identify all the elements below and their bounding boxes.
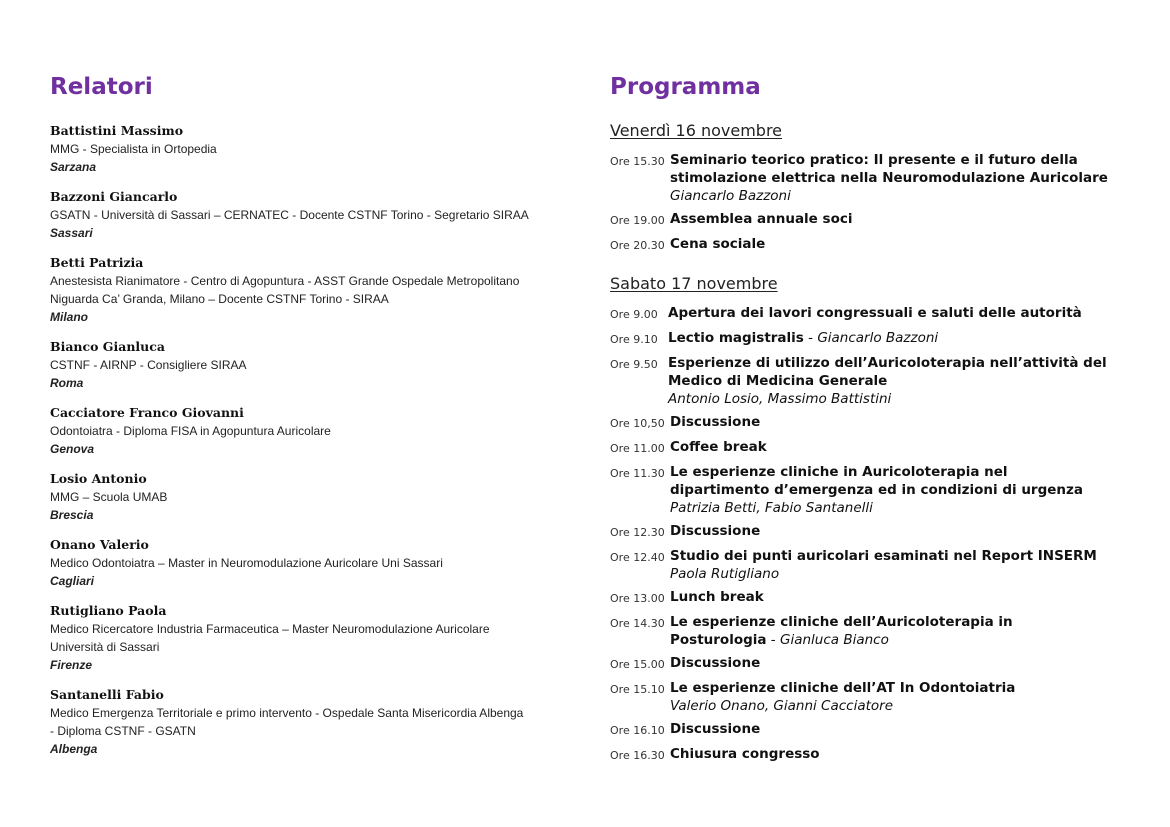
session-body xyxy=(670,522,1150,540)
session-title-line xyxy=(670,481,1150,499)
session-title-line xyxy=(668,354,1150,372)
session-speaker: Patrizia Betti, Fabio Santanelli xyxy=(670,500,873,516)
session-title-text: Coffee break xyxy=(670,439,767,455)
session-time: Ore 10,50 xyxy=(610,417,665,430)
session-time: Ore 9.00 xyxy=(610,308,658,321)
speaker-entry xyxy=(50,686,570,758)
speaker-affiliation: CSTNF - AIRNP - Consigliere SIRAA xyxy=(50,358,247,372)
session-body xyxy=(670,210,1150,228)
session-speaker: Gianluca Bianco xyxy=(779,632,889,648)
speaker-name: Santanelli Fabio xyxy=(50,687,164,702)
session-speaker: Giancarlo Bazzoni xyxy=(670,188,791,204)
session-body xyxy=(670,588,1150,606)
session-row xyxy=(610,679,1150,715)
speaker-city: Sassari xyxy=(50,226,93,240)
session-time: Ore 12.30 xyxy=(610,526,665,539)
session-title-line xyxy=(670,613,1150,631)
speaker-affiliation: Università di Sassari xyxy=(50,640,160,654)
session-body xyxy=(670,413,1150,431)
session-body xyxy=(668,304,1150,322)
session-title-text: Lectio magistralis xyxy=(668,330,804,346)
session-title-text: dipartimento d’emergenza ed in condizioni di urgenza xyxy=(670,482,1083,498)
session-time: Ore 15.30 xyxy=(610,155,665,168)
speaker-name: Rutigliano Paola xyxy=(50,603,167,618)
speaker-city: Genova xyxy=(50,442,95,456)
speaker-entry xyxy=(50,404,570,458)
speaker-affiliation: MMG – Scuola UMAB xyxy=(50,490,168,504)
session-title-text: Le esperienze cliniche dell’Auricoloterapia in xyxy=(670,614,1013,630)
speaker-name: Betti Patrizia xyxy=(50,255,144,270)
session-row xyxy=(610,438,1150,458)
speaker-affiliation: Odontoiatra - Diploma FISA in Agopuntura Auricolare xyxy=(50,424,331,438)
session-row xyxy=(610,613,1150,649)
session-list-friday xyxy=(610,151,1150,255)
session-title-text: Assemblea annuale soci xyxy=(670,211,853,227)
session-row xyxy=(610,151,1150,205)
session-body xyxy=(670,745,1150,763)
session-time: Ore 9.50 xyxy=(610,358,658,371)
session-row xyxy=(610,210,1150,230)
speaker-entry xyxy=(50,338,570,392)
session-title-text: Apertura dei lavori congressuali e saluti delle autorità xyxy=(668,305,1082,321)
session-row xyxy=(610,654,1150,674)
programma-heading: Programma xyxy=(610,74,761,100)
session-title-text: Le esperienze cliniche in Auricoloterapia nel xyxy=(670,464,1008,480)
session-body xyxy=(668,354,1150,408)
session-title-line xyxy=(668,304,1150,322)
speaker-city: Albenga xyxy=(50,742,98,756)
session-row xyxy=(610,463,1150,517)
session-body xyxy=(670,613,1150,649)
session-row xyxy=(610,522,1150,542)
session-title-line xyxy=(670,438,1150,456)
session-body xyxy=(670,438,1150,456)
session-time: Ore 15.00 xyxy=(610,658,665,671)
session-time: Ore 11.00 xyxy=(610,442,665,455)
session-title-line xyxy=(670,210,1150,228)
session-title-line xyxy=(670,522,1150,540)
relatori-heading: Relatori xyxy=(50,74,153,100)
relatori-column xyxy=(50,72,570,770)
session-title-text: Posturologia xyxy=(670,632,767,648)
session-title-text: Le esperienze cliniche dell’AT In Odontoiatria xyxy=(670,680,1016,696)
session-title-text: Chiusura congresso xyxy=(670,746,820,762)
session-title-line xyxy=(670,720,1150,738)
session-time: Ore 13.00 xyxy=(610,592,665,605)
session-title-text: Esperienze di utilizzo dell’Auricoloterapia nell’attività del xyxy=(668,355,1107,371)
speaker-city: Firenze xyxy=(50,658,93,672)
session-row xyxy=(610,354,1150,408)
speaker-name: Onano Valerio xyxy=(50,537,149,552)
speaker-affiliation: - Diploma CSTNF - GSATN xyxy=(50,724,196,738)
session-row xyxy=(610,720,1150,740)
session-body xyxy=(670,679,1150,715)
session-row xyxy=(610,329,1150,349)
speaker-affiliation: Medico Emergenza Territoriale e primo intervento - Ospedale Santa Misericordia Albenga xyxy=(50,706,524,720)
speaker-affiliation: Niguarda Ca’ Granda, Milano – Docente CSTNF Torino - SIRAA xyxy=(50,292,389,306)
session-time: Ore 14.30 xyxy=(610,617,665,630)
session-separator: - xyxy=(766,632,780,648)
session-body xyxy=(668,329,1150,347)
speaker-entry xyxy=(50,188,570,242)
session-body xyxy=(670,720,1150,738)
speaker-city: Cagliari xyxy=(50,574,95,588)
session-time: Ore 16.30 xyxy=(610,749,665,762)
programma-column xyxy=(610,72,1150,770)
speaker-entry xyxy=(50,254,570,326)
session-title-line xyxy=(670,679,1150,697)
speaker-name: Losio Antonio xyxy=(50,471,147,486)
session-title-line xyxy=(668,329,1150,347)
day-label-saturday: Sabato 17 novembre xyxy=(610,274,778,293)
session-title-line xyxy=(670,169,1150,187)
session-title-text: Cena sociale xyxy=(670,236,766,252)
session-speaker: Antonio Losio, Massimo Battistini xyxy=(668,391,892,407)
speaker-name: Battistini Massimo xyxy=(50,123,184,138)
session-title-text: Studio dei punti auricolari esaminati nel Report INSERM xyxy=(670,548,1097,564)
session-title-text: stimolazione elettrica nella Neuromodulazione Auricolare xyxy=(670,170,1108,186)
speaker-entry xyxy=(50,536,570,590)
day-label-friday: Venerdì 16 novembre xyxy=(610,121,783,140)
session-title-text: Discussione xyxy=(670,523,761,539)
speaker-city: Sarzana xyxy=(50,160,97,174)
speaker-city: Brescia xyxy=(50,508,94,522)
speaker-affiliation: MMG - Specialista in Ortopedia xyxy=(50,142,217,156)
session-title-line xyxy=(670,547,1150,565)
session-title-text: Lunch break xyxy=(670,589,764,605)
session-body xyxy=(670,235,1150,253)
session-title-text: Discussione xyxy=(670,721,761,737)
speaker-affiliation: Medico Odontoiatra – Master in Neuromodulazione Auricolare Uni Sassari xyxy=(50,556,443,570)
speaker-city: Milano xyxy=(50,310,88,324)
session-body xyxy=(670,151,1150,205)
session-time: Ore 20.30 xyxy=(610,239,665,252)
speaker-affiliation: Medico Ricercatore Industria Farmaceutica – Master Neuromodulazione Auricolare xyxy=(50,622,490,636)
session-row xyxy=(610,235,1150,255)
session-row xyxy=(610,547,1150,583)
speaker-list xyxy=(50,122,570,758)
session-row xyxy=(610,304,1150,324)
session-separator: - xyxy=(803,330,818,346)
session-row xyxy=(610,413,1150,433)
session-title-text: Seminario teorico pratico: Il presente e il futuro della xyxy=(670,152,1078,168)
session-title-line xyxy=(670,588,1150,606)
speaker-entry xyxy=(50,122,570,176)
session-speaker: Paola Rutigliano xyxy=(670,566,780,582)
session-row xyxy=(610,745,1150,765)
session-title-text: Discussione xyxy=(670,655,761,671)
speaker-entry xyxy=(50,470,570,524)
session-body xyxy=(670,463,1150,517)
session-time: Ore 11.30 xyxy=(610,467,665,480)
session-title-text: Medico di Medicina Generale xyxy=(668,373,888,389)
session-speaker: Giancarlo Bazzoni xyxy=(817,330,939,346)
speaker-name: Bazzoni Giancarlo xyxy=(50,189,178,204)
speaker-city: Roma xyxy=(50,376,84,390)
session-speaker: Valerio Onano, Gianni Cacciatore xyxy=(670,698,894,714)
speaker-affiliation: Anestesista Rianimatore - Centro di Agopuntura - ASST Grande Ospedale Metropolitano xyxy=(50,274,520,288)
session-title-line xyxy=(670,463,1150,481)
session-time: Ore 19.00 xyxy=(610,214,665,227)
session-list-saturday xyxy=(610,304,1150,765)
session-time: Ore 12.40 xyxy=(610,551,665,564)
session-title-line xyxy=(670,235,1150,253)
speaker-name: Cacciatore Franco Giovanni xyxy=(50,405,244,420)
session-time: Ore 16.10 xyxy=(610,724,665,737)
session-title-line xyxy=(670,654,1150,672)
session-title-text: Discussione xyxy=(670,414,761,430)
session-body xyxy=(670,654,1150,672)
session-title-line xyxy=(668,372,1150,390)
session-title-line xyxy=(670,745,1150,763)
session-row xyxy=(610,588,1150,608)
session-title-line xyxy=(670,413,1150,431)
speaker-affiliation: GSATN - Università di Sassari – CERNATEC - Docente CSTNF Torino - Segretario SIRAA xyxy=(50,208,529,222)
session-time: Ore 9.10 xyxy=(610,333,658,346)
session-title-line xyxy=(670,151,1150,169)
session-time: Ore 15.10 xyxy=(610,683,665,696)
session-body xyxy=(670,547,1150,583)
speaker-entry xyxy=(50,602,570,674)
session-title-line xyxy=(670,631,1150,649)
speaker-name: Bianco Gianluca xyxy=(50,339,165,354)
